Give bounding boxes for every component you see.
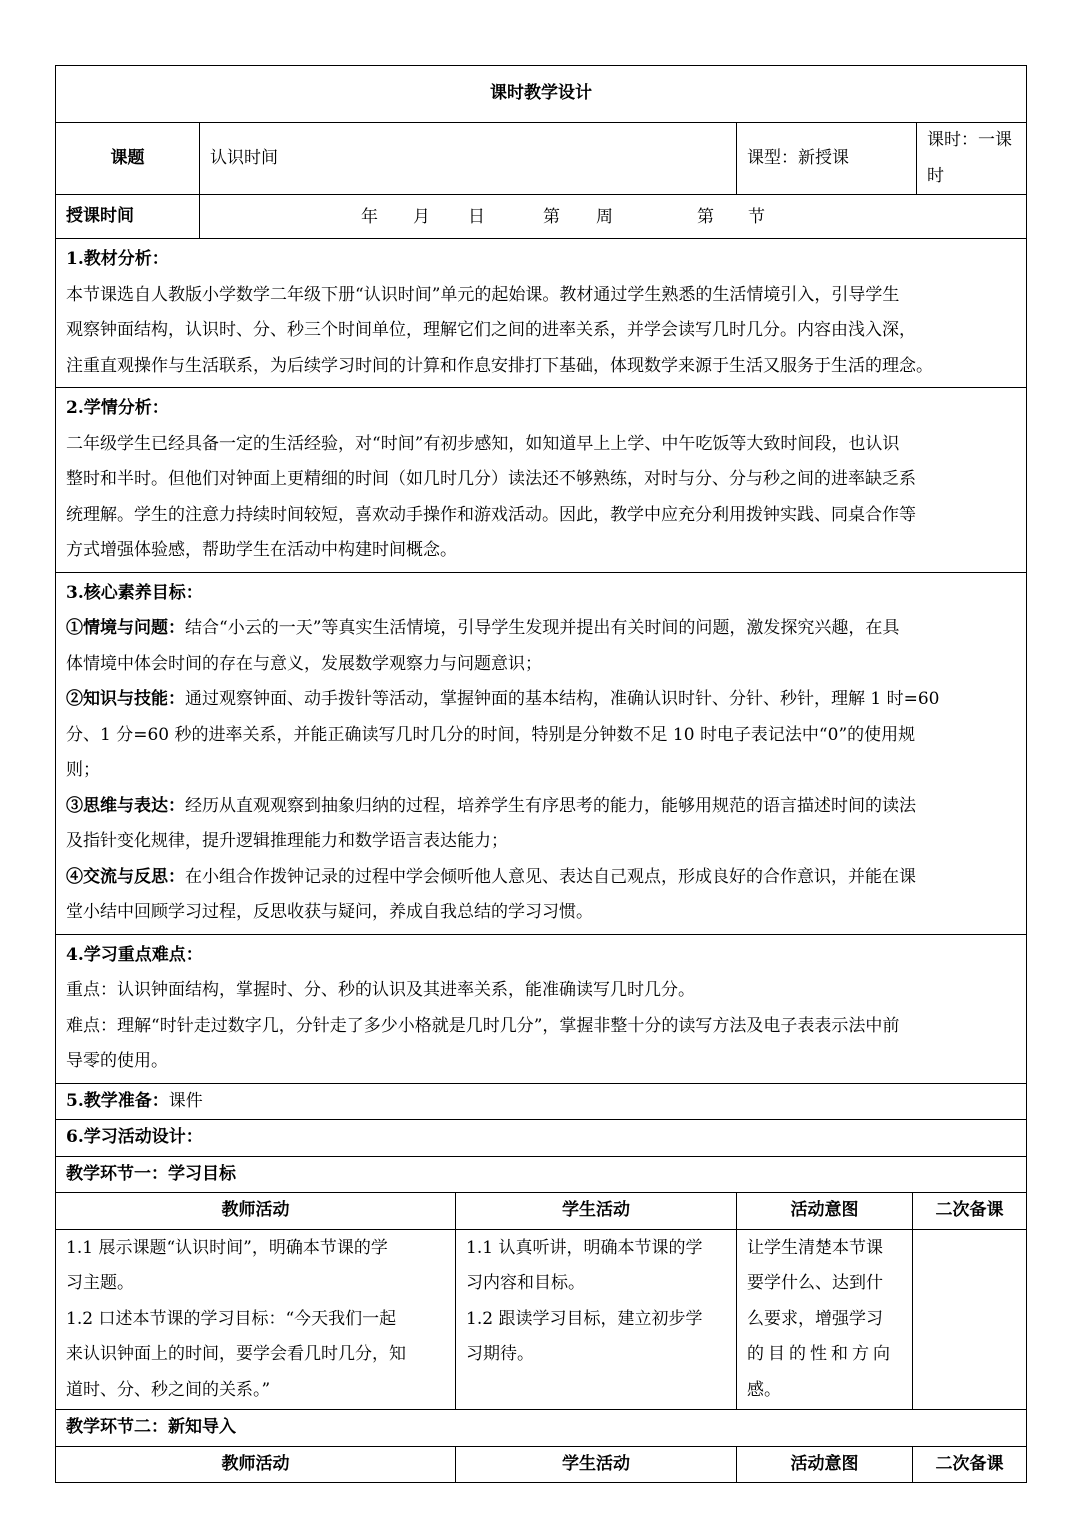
intent-header: 活动意图 bbox=[737, 1193, 913, 1230]
student-analysis-line: 整时和半时。但他们对钟面上更精细的时间（如几时几分）读法还不够熟练，对时与分、分与秒之间的进率缺乏系 bbox=[66, 469, 916, 489]
intent-line: 要学什么、达到什 bbox=[747, 1273, 883, 1293]
stage1-table bbox=[55, 1192, 1027, 1483]
student-analysis-line: 统理解。学生的注意力持续时间较短，喜欢动手操作和游戏活动。因此，教学中应充分利用拨钟实践、同桌合作等 bbox=[66, 504, 916, 525]
student-activity-cell bbox=[456, 1229, 737, 1410]
second-prep-header: 二次备课 bbox=[913, 1193, 1027, 1230]
section-field: 节 bbox=[748, 206, 765, 227]
student-activity-header: 学生活动 bbox=[456, 1446, 737, 1483]
goal-label: ④交流与反思： bbox=[66, 866, 185, 887]
teacher-activity-line: 来认识钟面上的时间，要学会看几时几分，知 bbox=[66, 1344, 406, 1364]
textbook-analysis bbox=[56, 239, 1027, 388]
goal-text: 在小组合作拨钟记录的过程中学会倾听他人意见、表达自己观点，形成良好的合作意识，并能在课 bbox=[185, 866, 916, 887]
teacher-activity-line: 道时、分、秒之间的关系。” bbox=[66, 1379, 271, 1400]
textbook-analysis-line: 注重直观操作与生活联系，为后续学习时间的计算和作息安排打下基础，体现数学来源于生活又服务于生活的理念。 bbox=[66, 355, 933, 376]
teaching-prep-value: 课件 bbox=[168, 1090, 203, 1111]
student-analysis-line: 二年级学生已经具备一定的生活经验，对“时间”有初步感知，如知道早上上学、中午吃饭等大致时间段，也认识 bbox=[66, 433, 900, 454]
section-prefix: 第 bbox=[697, 206, 714, 227]
student-activity-header: 学生活动 bbox=[456, 1193, 737, 1230]
time-fields bbox=[200, 195, 1027, 239]
goal-text: 经历从直观观察到抽象归纳的过程，培养学生有序思考的能力，能够用规范的语言描述时间的读法 bbox=[185, 795, 916, 816]
lesson-plan-table bbox=[55, 65, 1027, 1193]
key-points bbox=[56, 934, 1027, 1083]
goal-label: ①情境与问题： bbox=[66, 618, 185, 638]
goal-line: 及指针变化规律，提升逻辑推理能力和数学语言表达能力； bbox=[66, 831, 508, 851]
year-field: 年 bbox=[361, 206, 378, 227]
teacher-activity-line: 1.1 展示课题“认识时间”，明确本节课的学 bbox=[66, 1237, 388, 1258]
textbook-analysis-line: 观察钟面结构，认识时、分、秒三个时间单位，理解它们之间的进率关系，并学会读写几时几分。内容由浅入深， bbox=[66, 320, 916, 340]
goal-line: 分、1 分=60 秒的进率关系，并能正确读写几时几分的时间，特别是分钟数不足 10 时电子表记法中“0”的使用规 bbox=[66, 724, 916, 745]
goal-line: 体情境中体会时间的存在与意义，发展数学观察力与问题意识； bbox=[66, 653, 542, 674]
document-title: 课时教学设计 bbox=[56, 66, 1027, 123]
teaching-prep bbox=[56, 1083, 1027, 1120]
teacher-activity-line: 1.2 口述本节课的学习目标：“今天我们一起 bbox=[66, 1308, 397, 1329]
goal-label: ②知识与技能： bbox=[66, 689, 185, 709]
stage1-title: 教学环节一：学习目标 bbox=[56, 1156, 1027, 1193]
goal-label: ③思维与表达： bbox=[66, 795, 185, 816]
goal-line bbox=[66, 860, 1016, 896]
student-analysis-heading: 2.学情分析： bbox=[66, 398, 169, 418]
teaching-prep-heading: 5.教学准备： bbox=[66, 1090, 169, 1111]
core-goals-heading: 3.核心素养目标： bbox=[66, 582, 203, 603]
core-goals bbox=[56, 572, 1027, 934]
textbook-analysis-line: 本节课选自人教版小学数学二年级下册“认识时间”单元的起始课。教材通过学生熟悉的生活情境引入，引导学生 bbox=[66, 284, 900, 305]
goal-line: 堂小结中回顾学习过程，反思收获与疑问，养成自我总结的学习习惯。 bbox=[66, 902, 593, 922]
intent-line: 的目的性和方向 bbox=[747, 1344, 894, 1364]
student-activity-line: 习期待。 bbox=[466, 1344, 534, 1364]
teacher-activity-header: 教师活动 bbox=[56, 1193, 456, 1230]
goal-line bbox=[66, 789, 1016, 825]
activity-design-heading: 6.学习活动设计： bbox=[56, 1120, 1027, 1157]
key-points-line: 导零的使用。 bbox=[66, 1051, 168, 1071]
student-activity-line: 1.2 跟读学习目标，建立初步学 bbox=[466, 1308, 703, 1329]
week-prefix: 第 bbox=[543, 206, 560, 227]
week-field: 周 bbox=[596, 206, 613, 227]
key-points-heading: 4.学习重点难点： bbox=[66, 944, 203, 965]
textbook-analysis-heading: 1.教材分析： bbox=[66, 249, 169, 269]
second-prep-header: 二次备课 bbox=[913, 1446, 1027, 1483]
goal-text: 结合“小云的一天”等真实生活情境，引导学生发现并提出有关时间的问题，激发探究兴趣，在具 bbox=[185, 618, 900, 638]
goal-line bbox=[66, 682, 1016, 718]
time-label: 授课时间 bbox=[56, 195, 200, 239]
student-activity-line: 习内容和目标。 bbox=[466, 1273, 585, 1293]
intent-line: 么要求，增强学习 bbox=[747, 1308, 883, 1329]
topic-value: 认识时间 bbox=[200, 123, 737, 195]
student-analysis-line: 方式增强体验感，帮助学生在活动中构建时间概念。 bbox=[66, 540, 457, 560]
intent-line: 感。 bbox=[747, 1379, 781, 1400]
intent-line: 让学生清楚本节课 bbox=[747, 1237, 883, 1258]
second-prep-cell[interactable] bbox=[913, 1229, 1027, 1410]
teacher-activity-line: 习主题。 bbox=[66, 1273, 134, 1293]
key-points-line: 难点：理解“时针走过数字几，分针走了多少小格就是几时几分”，掌握非整十分的读写方法及电子表表示法中前 bbox=[66, 1015, 900, 1036]
key-points-line: 重点：认识钟面结构，掌握时、分、秒的认识及其进率关系，能准确读写几时几分。 bbox=[66, 980, 695, 1000]
lesson-plan-document bbox=[55, 65, 1026, 1483]
student-activity-line: 1.1 认真听讲，明确本节课的学 bbox=[466, 1237, 703, 1258]
teacher-activity-cell bbox=[56, 1229, 456, 1410]
lesson-period: 课时：一课时 bbox=[917, 123, 1027, 195]
stage2-title: 教学环节二：新知导入 bbox=[56, 1410, 1027, 1447]
lesson-type: 课型：新授课 bbox=[737, 123, 917, 195]
goal-line: 则； bbox=[66, 760, 100, 780]
goal-text: 通过观察钟面、动手拨针等活动，掌握钟面的基本结构，准确认识时针、分针、秒针，理解 1 时=60 bbox=[185, 689, 940, 709]
month-field: 月 bbox=[413, 206, 430, 227]
teacher-activity-header: 教师活动 bbox=[56, 1446, 456, 1483]
intent-header: 活动意图 bbox=[737, 1446, 913, 1483]
topic-label: 课题 bbox=[56, 123, 200, 195]
student-analysis bbox=[56, 388, 1027, 573]
day-field: 日 bbox=[468, 206, 485, 227]
goal-line bbox=[66, 611, 1016, 647]
intent-cell bbox=[737, 1229, 913, 1410]
